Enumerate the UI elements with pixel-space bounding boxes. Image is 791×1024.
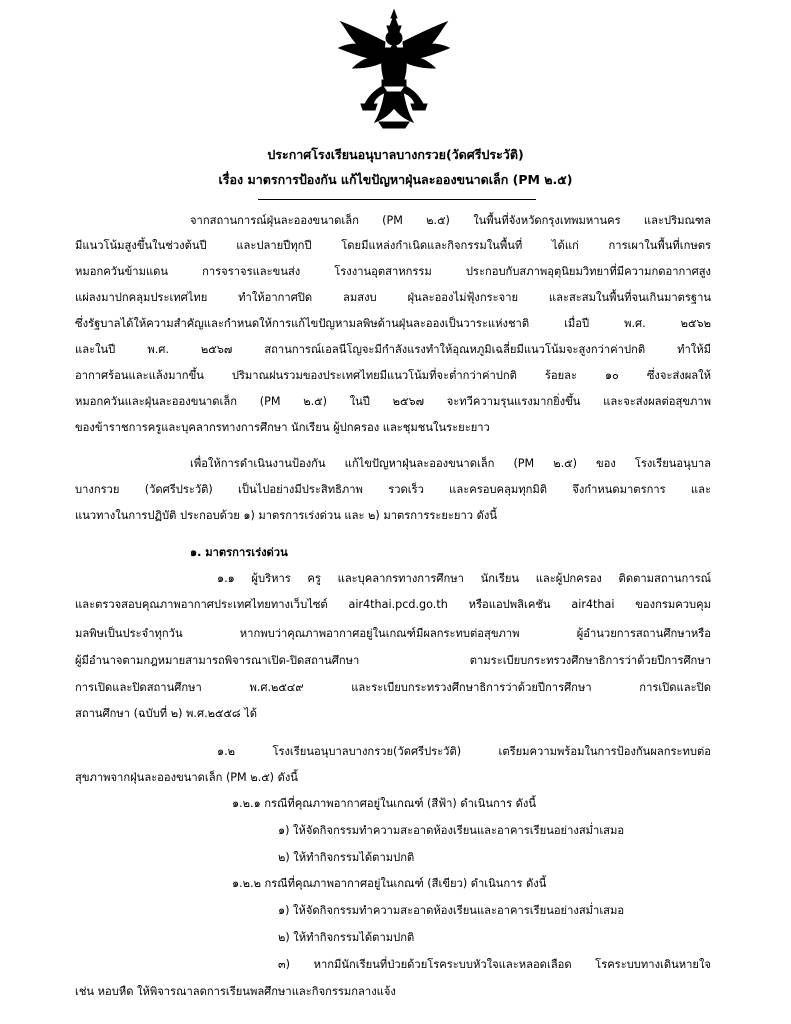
paragraph-2-line: เพื่อให้การดำเนินงานป้องกัน แก้ไขปัญหาฝุ่นละอองขนาดเล็ก (PM ๒.๕) ของ โรงเรียนอนุบาล [190,457,711,470]
paragraph-1-line: อากาศร้อนและแล้งมากขึ้น ปริมาณฝนรวมของประเทศไทยมีแนวโน้มที่จะต่ำกว่าค่าปกติ ร้อยละ ๑๐ ซึ่งจะส่งผลให้ [75,369,711,382]
paragraph-1-line: หมอกควันและฝุ่นละอองขนาดเล็ก (PM ๒.๕) ในปี ๒๕๖๗ จะทวีความรุนแรงมากยิ่งขึ้น และจะส่งผลต่อสุขภาพ [75,395,711,408]
garuda-emblem-icon [335,8,453,130]
item-1-1-line: การเปิดและปิดสถานศึกษา พ.ศ.๒๕๔๙ และระเบียบกระทรวงศึกษาธิการว่าด้วยปีการศึกษา การเปิดและปิด [75,681,711,694]
case-1-2-1-label: ๑.๒.๑ กรณีที่คุณภาพอากาศอยู่ในเกณฑ์ (สีฟ้า) ดำเนินการ ดังนี้ [232,797,537,810]
item-1-1-line: และตรวจสอบคุณภาพอากาศประเทศไทยทางเว็บไซต์ air4thai.pcd.go.th หรือแอปพลิเคชัน air4thai ของกรมควบคุม [75,598,711,611]
paragraph-1-line: หมอกควันข้ามแดน การจราจรและขนส่ง โรงงานอุตสาหกรรม ประกอบกับสภาพอุตุนิยมวิทยาที่มีความกดอากาศสูง [75,265,711,278]
paragraph-2-line: แนวทางในการปฏิบัติ ประกอบด้วย ๑) มาตรการเร่งด่วน และ ๒) มาตรการระยะยาว ดังนี้ [75,509,497,522]
case-1-2-2-step: ๑) ให้จัดกิจกรรมทำความสะอาดห้องเรียนและอาคารเรียนอย่างสม่ำเสมอ [278,904,625,917]
item-1-1-line: ๑.๑ ผู้บริหาร ครู และบุคลากรทางการศึกษา นักเรียน และผู้ปกครอง ติดตามสถานการณ์ [217,572,711,585]
item-1-2-line: ๑.๒ โรงเรียนอนุบาลบางกรวย(วัดศรีประวัติ) เตรียมความพร้อมในการป้องกันผลกระทบต่อ [217,745,711,758]
paragraph-1-line: และในปี พ.ศ. ๒๕๖๗ สถานการณ์เอลนีโญจะมีกำลังแรงทำให้อุณหภูมิเฉลี่ยมีแนวโน้มจะสูงกว่าค่าปกติ ทำให้มี [75,343,711,356]
case-1-2-2-step: ๒) ให้ทำกิจกรรมได้ตามปกติ [278,931,415,944]
paragraph-1-line: มีแนวโน้มสูงขึ้นในช่วงต้นปี และปลายปีทุกปี โดยมีแหล่งกำเนิดและกิจกรรมในพื้นที่ ได้แก่ การเผาในพื้นที่เกษตร [75,239,711,252]
item-1-1-line: ผู้มีอำนาจตามกฎหมายสามารถพิจารณาเปิด-ปิดสถานศึกษา ตามระเบียบกระทรวงศึกษาธิการว่าด้วยปีการศึกษา [75,654,711,667]
title-divider [258,199,536,200]
paragraph-1-line: ของข้าราชการครูและบุคลากรทางการศึกษา นักเรียน ผู้ปกครอง และชุมชนในระยะยาว [75,421,490,434]
item-1-1-line: มลพิษเป็นประจำทุกวัน หากพบว่าคุณภาพอากาศอยู่ในเกณฑ์มีผลกระทบต่อสุขภาพ ผู้อำนวยการสถานศึกษาหรือ [75,627,711,640]
case-1-2-1-step: ๒) ให้ทำกิจกรรมได้ตามปกติ [278,851,415,864]
item-1-1-line: สถานศึกษา (ฉบับที่ ๒) พ.ศ.๒๕๕๘ ได้ [75,707,258,720]
announcement-subject: เรื่อง มาตรการป้องกัน แก้ไขปัญหาฝุ่นละอองขนาดเล็ก (PM ๒.๕) [218,172,573,187]
section-1-heading: ๑. มาตรการเร่งด่วน [190,546,288,559]
paragraph-1-line: แผ่ลงมาปกคลุมประเทศไทย ทำให้อากาศปิด ลมสงบ ฝุ่นละอองไม่ฟุ้งกระจาย และสะสมในพื้นที่จนเกินมาตรฐาน [75,291,711,304]
announcement-title: ประกาศโรงเรียนอนุบาลบางกรวย(วัดศรีประวัติ) [267,147,524,162]
case-1-2-2-label: ๑.๒.๒ กรณีที่คุณภาพอากาศอยู่ในเกณฑ์ (สีเขียว) ดำเนินการ ดังนี้ [232,877,547,890]
case-1-2-2-step: ๓) หากมีนักเรียนที่ป่วยด้วยโรคระบบหัวใจและหลอดเลือด โรคระบบทางเดินหายใจ [278,958,711,971]
case-1-2-2-continuation: เช่น หอบหืด ให้พิจารณาลดการเรียนพลศึกษาและกิจกรรมกลางแจ้ง [75,985,396,998]
paragraph-2-line: บางกรวย (วัดศรีประวัติ) เป็นไปอย่างมีประสิทธิภาพ รวดเร็ว และครอบคลุมทุกมิติ จึงกำหนดมาตรการ และ [75,483,711,496]
paragraph-1-line: จากสถานการณ์ฝุ่นละอองขนาดเล็ก (PM ๒.๕) ในพื้นที่จังหวัดกรุงเทพมหานคร และปริมณฑล [190,214,711,227]
paragraph-1-line: ซึ่งรัฐบาลได้ให้ความสำคัญและกำหนดให้การแก้ไขปัญหามลพิษด้านฝุ่นละอองเป็นวาระแห่งชาติ เมื่อปี พ.ศ. ๒๕๖๒ [75,317,711,330]
case-1-2-1-step: ๑) ให้จัดกิจกรรมทำความสะอาดห้องเรียนและอาคารเรียนอย่างสม่ำเสมอ [278,824,625,837]
item-1-2-line: สุขภาพจากฝุ่นละอองขนาดเล็ก (PM ๒.๕) ดังนี้ [75,771,298,784]
